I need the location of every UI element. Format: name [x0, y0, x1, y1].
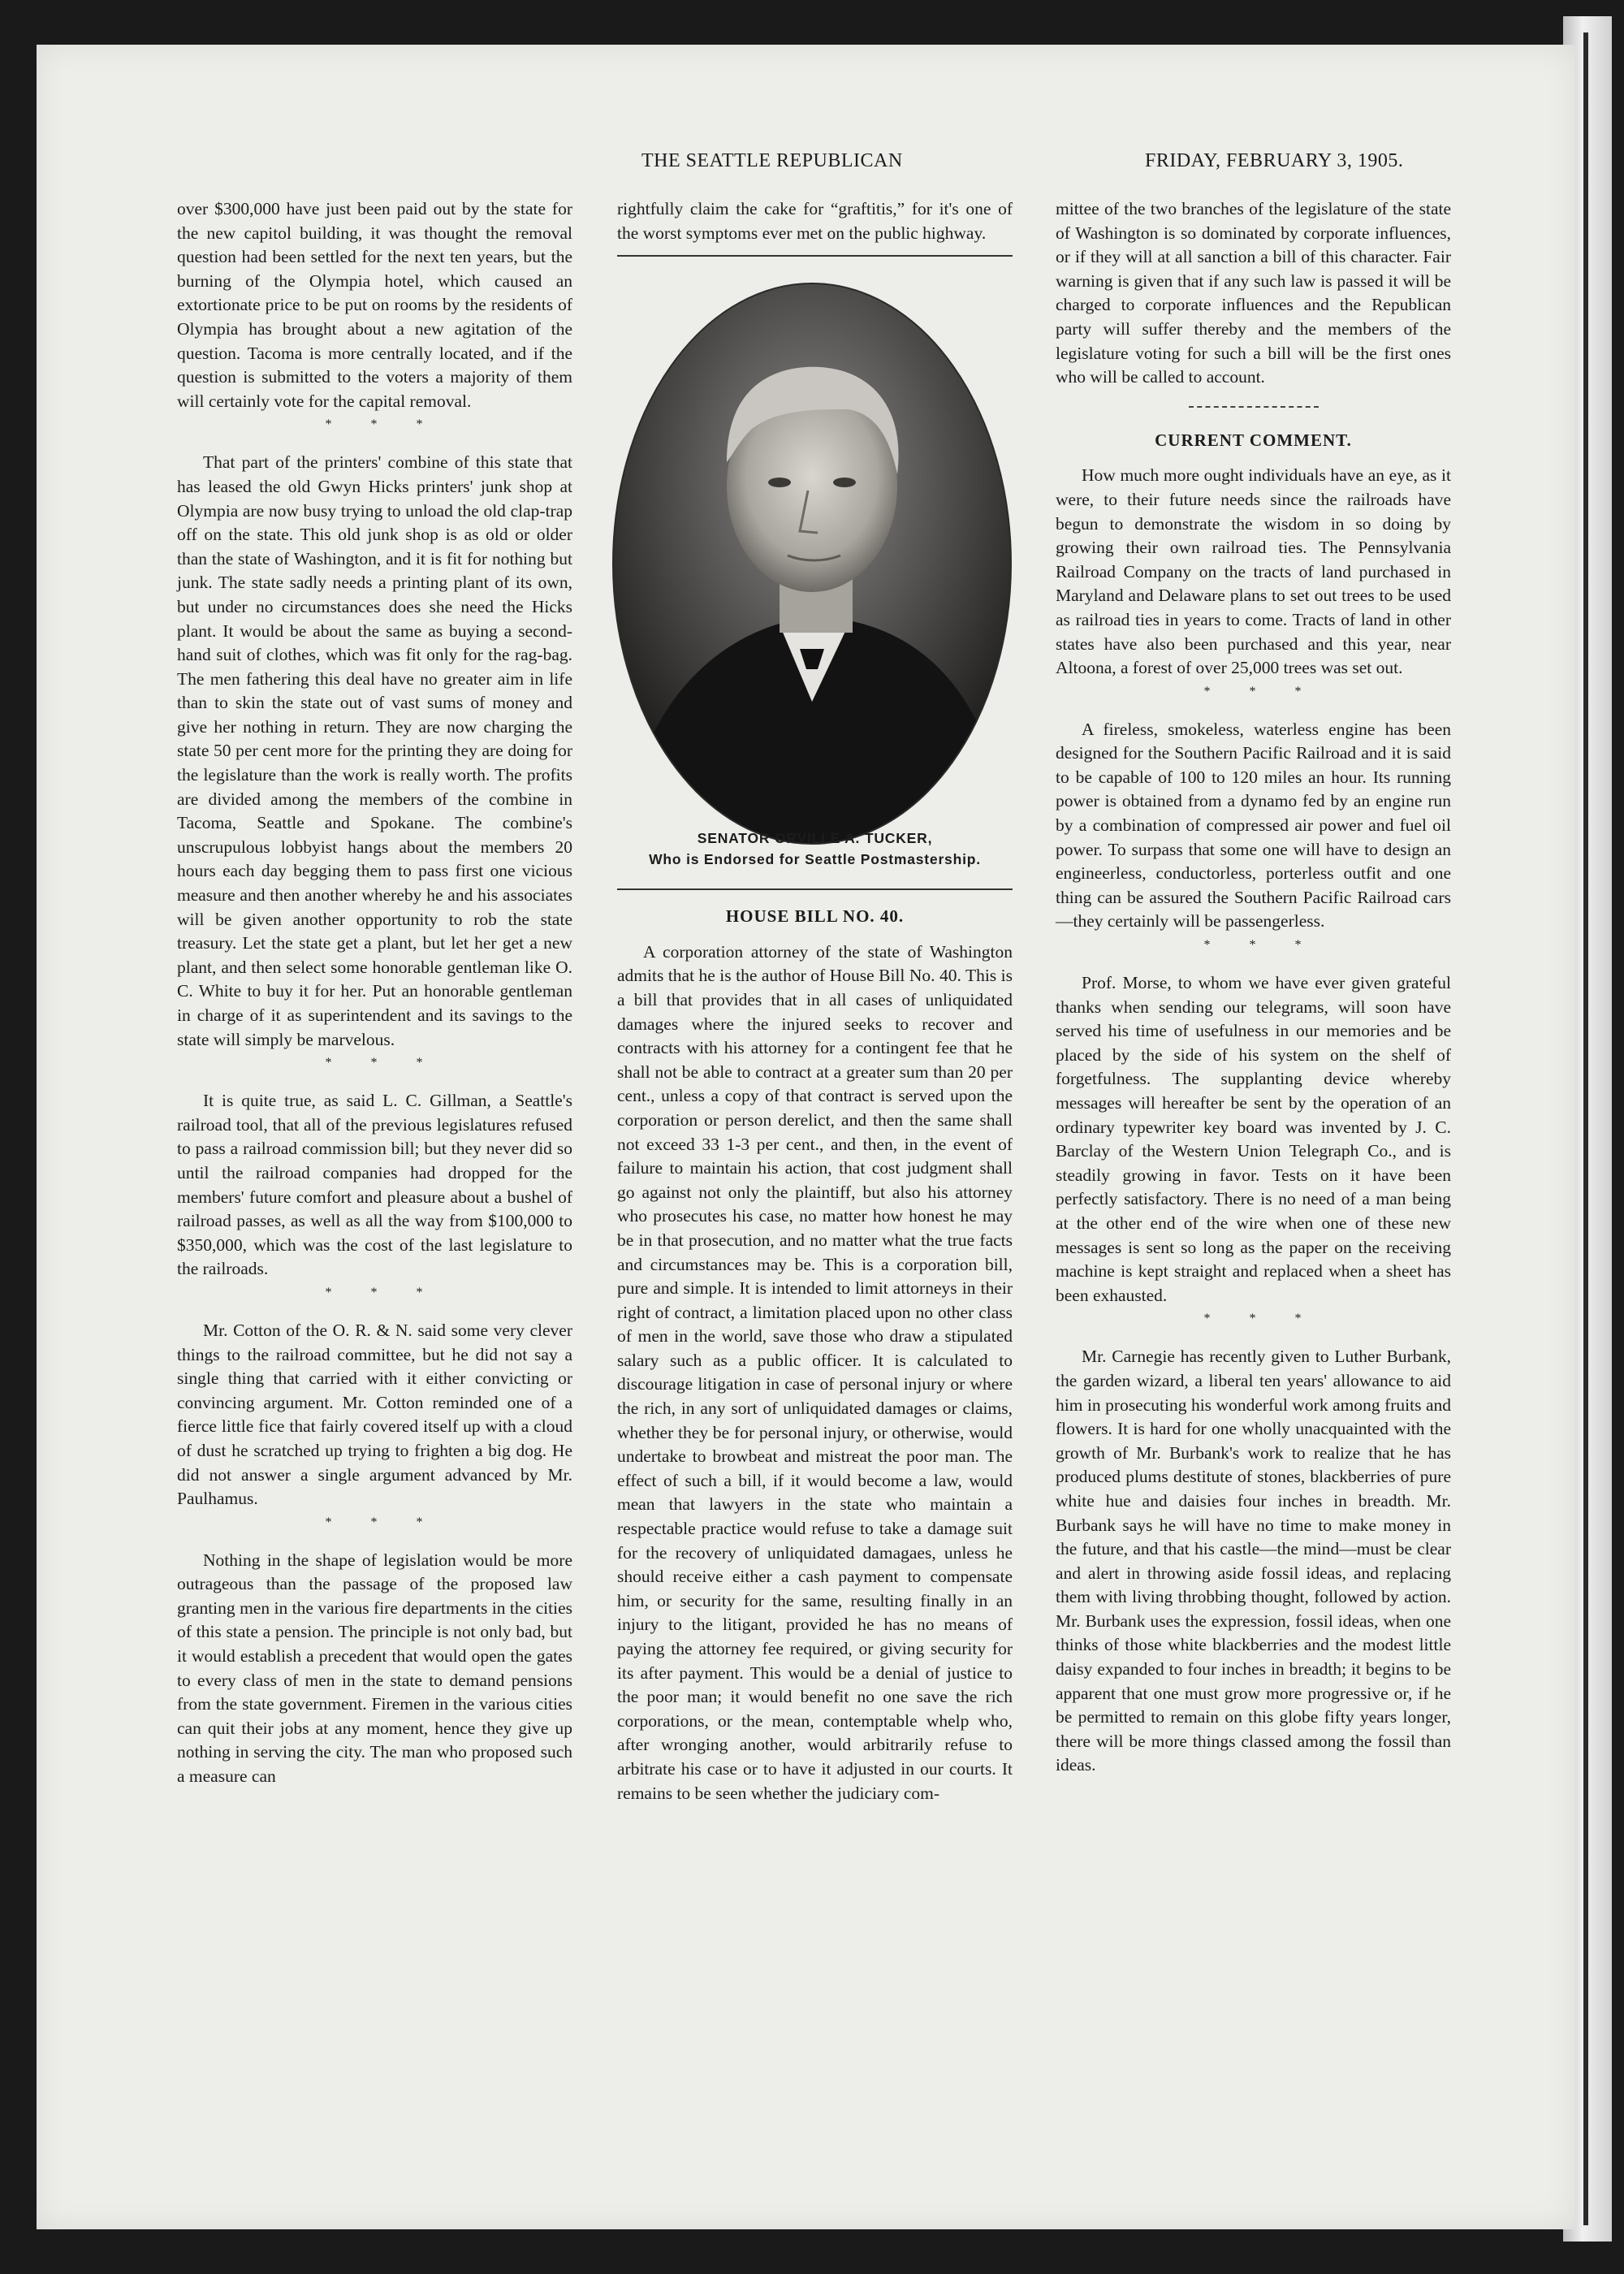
paragraph-house-bill: A corporation attorney of the state of Washington admits that he is the author of House Bill No. 40. This is a bill that provides that in all cases of unliquidated damages where the injured seeks to recover and contracts with his attorney for a contingent fee that he shall not be able to contract at a greater sum than 20 per cent., unless a copy of that contract is served upon the corporation or person derelict, and then the same shall not exceed 33 1-3 per cent., and then, in the event of failure to maintain his action, that cost judgment shall go against not only the plaintiff, but also his attorney who prosecutes his case, no matter how honest he may be in that prosecution, and no matter what the true facts and circumstances may be. This is a corporation bill, pure and simple. It is intended to limit attorneys in their right of contract, a limitation placed upon no other class of men in the world, save those who draw a stipulated salary such as a public officer. It is calculated to discourage litigation in case of personal injury or where the rich, in any sort of unliquidated damages or claims, whether they be for personal injury, or otherwise, would undertake to browbeat and mistreat the poor man. The effect of such a bill, if it would become a law, would mean that lawyers in the state who maintain a respectable practice would refuse to take a damage suit for the recovery of unliquidated damagaes, unless he should receive either a cash payment to compensate him, or security for the same, resulting finally in an injury to the litigant, provided he has no means of paying the attorney fee required, or giving security for its after payment. This would be a denial of justice to the poor man; it would benefit no one save the rich corporations, or the mean, contemptable whelp who, after wronging another, would arbitrarily refuse to arbitrate his case or to have it adjusted in our courts. It remains to be seen whether the judiciary com-	[617, 941, 1013, 1803]
section-separator: * * *	[325, 1285, 441, 1299]
column-right	[1056, 197, 1451, 1778]
section-separator: * * *	[1203, 938, 1320, 953]
paragraph-railroad-commission: It is quite true, as said L. C. Gillman, a Seattle's railroad tool, that all of the previous legislatures refused to pass a railroad commission bill; but they never did so until the railroad companies had dropped for the members' future comfort and pleasure about a bushel of railroad passes, as well as all the way from $100,000 to $350,000, which was the cost of the last legislature to the railroads.	[177, 1091, 572, 1279]
heading-house-bill: HOUSE BILL NO. 40.	[725, 906, 905, 927]
caption-subtitle: Who is Endorsed for Seattle Postmastership.	[649, 851, 981, 868]
paragraph-capitol-removal: over $300,000 have just been paid out by the state for the new capitol building, it was thought the removal question had been settled for the next ten years, but the burning of the Olympia hotel, which caused an extortionate price to be put on rooms by the residents of Olympia has brought about a new agitation of the question. Tacoma is more centrally located, and if the question is submitted to the voters a majority of them will certainly vote for the capital removal.	[177, 199, 572, 411]
column-left	[177, 197, 572, 1789]
paragraph-firemen-pension: Nothing in the shape of legislation would be more outrageous than the passage of the proposed law granting men in the various fire departments in the cities of this state a pension. The principle is not only bad, but it would establish a precedent that would open the gates to every class of men in the state to demand pensions from the state government. Firemen in the various cities can quit their jobs at any moment, hence they give up nothing in serving the city. The man who proposed such a measure can	[177, 1550, 572, 1787]
caption-name: SENATOR ORVILLE A. TUCKER,	[697, 830, 933, 847]
section-separator: * * *	[1203, 1312, 1320, 1326]
horizontal-rule	[617, 255, 1013, 257]
portrait-caption	[617, 828, 1013, 870]
paragraph-printers-combine: That part of the printers' combine of this state that has leased the old Gwyn Hicks printers' junk shop at Olympia are now busy trying to unload the old clap-trap off on the state. This old junk shop is as old or older than the state of Washington, and it is fit for nothing but junk. The state sadly needs a printing plant of its own, but under no circumstances does she need the Hicks plant. It would be about the same as buying a second-hand suit of clothes, which was fit only for the rag-bag. The men fathering this deal have no greater aim in life than to skin the state out of vast sums of money and give her nothing in return. They are now charging the state 50 per cent more for the printing they are doing for the legislature than the work is really worth. The profits are divided among the members of the combine in Tacoma, Seattle and Spokane. The combine's unscrupulous lobbyist hangs about the members 20 hours each day begging them to pass first one vicious measure and then another whereby he and his associates will be given another opportunity to rob the state treasury. Let the state get a plant, but let her get a new plant, and then select some honorable gentleman like O. C. White to buy it for her. Put an honorable gentleman in charge of it as superintendent and its savings to the state will simply be marvelous.	[177, 452, 572, 1049]
page-gutter-shadow	[1583, 32, 1588, 2225]
paragraph-graftitis: rightfully claim the cake for “graftitis,” for it's one of the worst symptoms ever met on the public highway.	[617, 199, 1013, 243]
short-rule	[1189, 406, 1319, 408]
section-separator: * * *	[325, 1515, 441, 1529]
paper-name: THE SEATTLE REPUBLICAN	[641, 150, 903, 171]
heading-current-comment: CURRENT COMMENT.	[1155, 430, 1352, 450]
section-separator: * * *	[1203, 684, 1320, 698]
paragraph-railroad-ties: How much more ought individuals have an eye, as it were, to their future needs since the railroads have begun to demonstrate the wisdom in so doing by growing their own railroad ties. The Pennsylvania Railroad Company on the tracts of land purchased in Maryland and Delaware plans to set out trees to be used as railroad ties in years to come. Tracts of land in other states have also been purchased and this year, near Altoona, a forest of over 25,000 trees was set out.	[1056, 465, 1451, 678]
portrait-block	[617, 273, 1013, 882]
horizontal-rule	[617, 888, 1013, 890]
paragraph-mr-cotton: Mr. Cotton of the O. R. & N. said some very clever things to the railroad committee, but he did not say a single thing that carried with it either convicting or convincing argument. Mr. Cotton reminded one of a fierce little fice that fairly covered itself up with a cloud of dust he scratched up trying to frighten a big dog. He did not answer a single argument advanced by Mr. Paulhamus.	[177, 1320, 572, 1509]
senator-portrait-photo	[605, 279, 1019, 848]
paragraph-burbank: Mr. Carnegie has recently given to Luther Burbank, the garden wizard, a liberal ten years' allowance to aid him in prosecuting his wonderful work among fruits and flowers. It is hard for one wholly unacquainted with the growth of Mr. Burbank's work to realize that he has produced plums destitute of stones, blackberries of pure white hue and daisies four inches in breadth. Mr. Burbank says he will have no time to make money in the future, and that his castle—the mind—must be clear and alert in throwing aside fossil ideas, and replacing them with living throbbing thought, followed by action. Mr. Burbank uses the expression, fossil ideas, when one thinks of those white blackberries and the modest little daisy expanded to four inches in breadth; it begins to be apparent that one must grow more progressive or, if he be permitted to remain on this globe fifty years longer, there will be more things classed among the fossil than ideas.	[1056, 1347, 1451, 1775]
paragraph-judiciary-committee: mittee of the two branches of the legislature of the state of Washington is so dominated by corporate influences, or if they will at all sanction a bill of this character. Fair warning is given that if any such law is passed it will be charged to corporate influences and the Republican party will suffer thereby and the members of the legislature voting for such a bill will be the first ones who will be called to account.	[1056, 199, 1451, 387]
section-separator: * * *	[325, 417, 441, 432]
paragraph-fireless-engine: A fireless, smokeless, waterless engine has been designed for the Southern Pacific Railroad and it is said to be capable of 100 to 120 miles an hour. Its running power is obtained from a dynamo fed by an engine run by a combination of compressed air power and fuel oil power. To surpass that some one will have to design an engineerless, conductorless, porterless outfit and one thing can be assured the Southern Pacific Railroad cars—they certainly will be passengerless.	[1056, 719, 1451, 932]
paragraph-prof-morse: Prof. Morse, to whom we have ever given grateful thanks when sending our telegrams, will soon have served his time of usefulness in our memories and be placed by the side of his system on the shelf of forgetfulness. The supplanting device whereby messages will hereafter be sent by the operation of an ordinary typewriter key board was invented by J. C. Barclay of the Western Union Telegraph Co., and is steadily growing in favor. Tests on it have been perfectly satisfactory. There is no need of a man being at the other end of the wire when one of these new messages is sent so long as the paper on the receiving machine is kept straight and replaced when a sheet has been exhausted.	[1056, 973, 1451, 1305]
issue-date: FRIDAY, FEBRUARY 3, 1905.	[1145, 150, 1404, 171]
masthead	[0, 150, 1624, 183]
column-center	[617, 197, 1013, 1805]
section-separator: * * *	[325, 1056, 441, 1070]
